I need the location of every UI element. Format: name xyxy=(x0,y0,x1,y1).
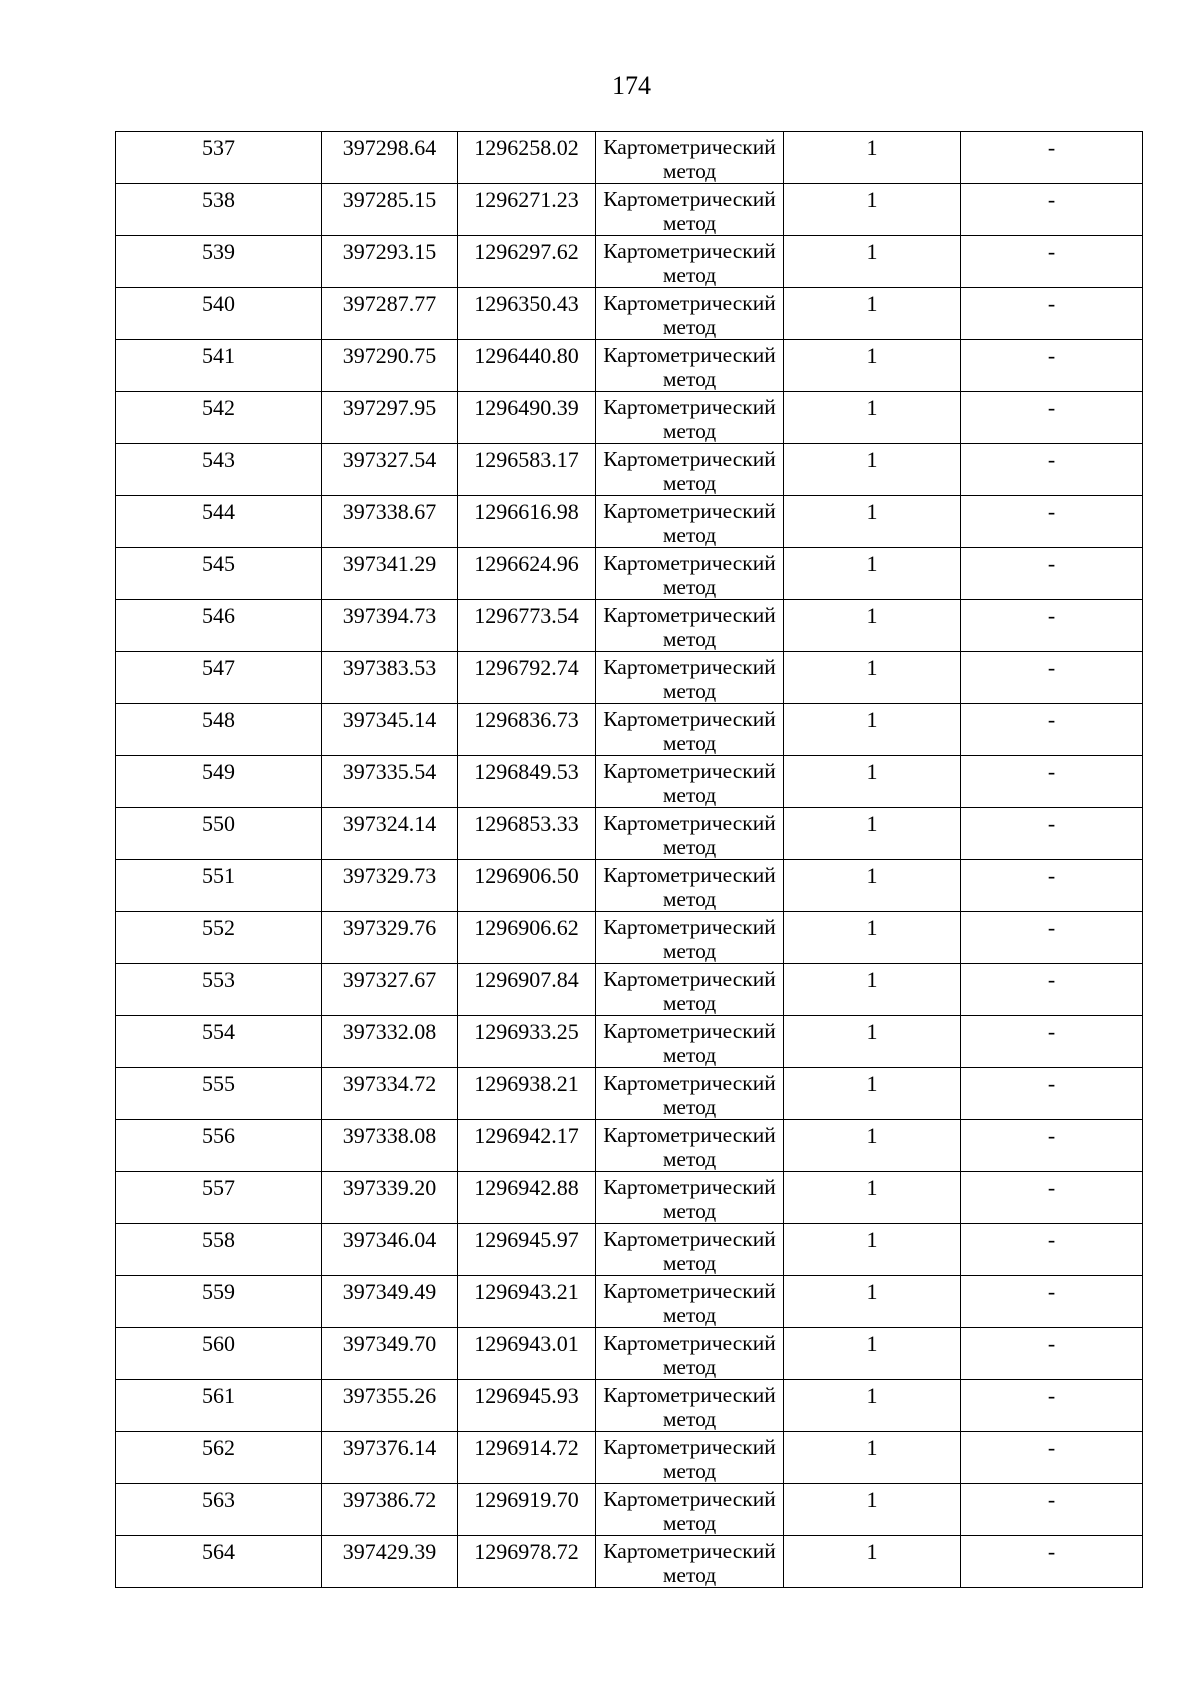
accuracy-cell: 1 xyxy=(784,808,961,860)
accuracy-cell: 1 xyxy=(784,704,961,756)
y-coordinate-cell: 1296907.84 xyxy=(458,964,596,1016)
note-cell: - xyxy=(961,288,1143,340)
accuracy-cell: 1 xyxy=(784,964,961,1016)
note-cell: - xyxy=(961,444,1143,496)
point-number-cell: 560 xyxy=(116,1328,322,1380)
method-text: Картометрический метод xyxy=(603,239,776,287)
method-text: Картометрический метод xyxy=(603,1175,776,1223)
note-cell: - xyxy=(961,496,1143,548)
method-cell xyxy=(596,756,784,808)
accuracy-cell: 1 xyxy=(784,600,961,652)
point-number-cell: 549 xyxy=(116,756,322,808)
accuracy-cell: 1 xyxy=(784,1224,961,1276)
accuracy-cell: 1 xyxy=(784,1328,961,1380)
table-row xyxy=(116,184,1143,236)
x-coordinate-cell: 397334.72 xyxy=(322,1068,458,1120)
x-coordinate-cell: 397394.73 xyxy=(322,600,458,652)
method-text: Картометрический метод xyxy=(603,1071,776,1119)
y-coordinate-cell: 1296271.23 xyxy=(458,184,596,236)
method-text: Картометрический метод xyxy=(603,343,776,391)
point-number-cell: 556 xyxy=(116,1120,322,1172)
note-cell: - xyxy=(961,1224,1143,1276)
y-coordinate-cell: 1296490.39 xyxy=(458,392,596,444)
table-row xyxy=(116,1068,1143,1120)
point-number-cell: 548 xyxy=(116,704,322,756)
method-cell xyxy=(596,132,784,184)
y-coordinate-cell: 1296350.43 xyxy=(458,288,596,340)
x-coordinate-cell: 397383.53 xyxy=(322,652,458,704)
x-coordinate-cell: 397349.49 xyxy=(322,1276,458,1328)
method-cell xyxy=(596,1224,784,1276)
accuracy-cell: 1 xyxy=(784,1380,961,1432)
note-cell: - xyxy=(961,392,1143,444)
accuracy-cell: 1 xyxy=(784,392,961,444)
point-number-cell: 546 xyxy=(116,600,322,652)
method-cell xyxy=(596,184,784,236)
x-coordinate-cell: 397376.14 xyxy=(322,1432,458,1484)
method-text: Картометрический метод xyxy=(603,187,776,235)
point-number-cell: 537 xyxy=(116,132,322,184)
x-coordinate-cell: 397327.67 xyxy=(322,964,458,1016)
y-coordinate-cell: 1296914.72 xyxy=(458,1432,596,1484)
accuracy-cell: 1 xyxy=(784,1068,961,1120)
method-cell xyxy=(596,1068,784,1120)
method-cell xyxy=(596,1432,784,1484)
x-coordinate-cell: 397329.73 xyxy=(322,860,458,912)
y-coordinate-cell: 1296906.62 xyxy=(458,912,596,964)
note-cell: - xyxy=(961,600,1143,652)
table-row xyxy=(116,1536,1143,1588)
accuracy-cell: 1 xyxy=(784,1432,961,1484)
method-text: Картометрический метод xyxy=(603,395,776,443)
method-text: Картометрический метод xyxy=(603,1539,776,1587)
x-coordinate-cell: 397338.08 xyxy=(322,1120,458,1172)
table-row xyxy=(116,1432,1143,1484)
x-coordinate-cell: 397386.72 xyxy=(322,1484,458,1536)
x-coordinate-cell: 397346.04 xyxy=(322,1224,458,1276)
method-text: Картометрический метод xyxy=(603,707,776,755)
note-cell: - xyxy=(961,912,1143,964)
point-number-cell: 545 xyxy=(116,548,322,600)
x-coordinate-cell: 397349.70 xyxy=(322,1328,458,1380)
y-coordinate-cell: 1296258.02 xyxy=(458,132,596,184)
point-number-cell: 543 xyxy=(116,444,322,496)
x-coordinate-cell: 397329.76 xyxy=(322,912,458,964)
point-number-cell: 557 xyxy=(116,1172,322,1224)
x-coordinate-cell: 397290.75 xyxy=(322,340,458,392)
y-coordinate-cell: 1296938.21 xyxy=(458,1068,596,1120)
coordinates-table-body xyxy=(116,132,1143,1588)
accuracy-cell: 1 xyxy=(784,288,961,340)
note-cell: - xyxy=(961,1484,1143,1536)
method-cell xyxy=(596,1484,784,1536)
y-coordinate-cell: 1296853.33 xyxy=(458,808,596,860)
method-text: Картометрический метод xyxy=(603,291,776,339)
accuracy-cell: 1 xyxy=(784,184,961,236)
method-text: Картометрический метод xyxy=(603,1331,776,1379)
y-coordinate-cell: 1296945.93 xyxy=(458,1380,596,1432)
method-cell xyxy=(596,964,784,1016)
table-row xyxy=(116,1380,1143,1432)
y-coordinate-cell: 1296440.80 xyxy=(458,340,596,392)
table-row xyxy=(116,548,1143,600)
method-text: Картометрический метод xyxy=(603,655,776,703)
accuracy-cell: 1 xyxy=(784,132,961,184)
y-coordinate-cell: 1296773.54 xyxy=(458,600,596,652)
accuracy-cell: 1 xyxy=(784,912,961,964)
x-coordinate-cell: 397287.77 xyxy=(322,288,458,340)
y-coordinate-cell: 1296616.98 xyxy=(458,496,596,548)
method-text: Картометрический метод xyxy=(603,1123,776,1171)
table-row xyxy=(116,1120,1143,1172)
table-row xyxy=(116,600,1143,652)
method-text: Картометрический метод xyxy=(603,603,776,651)
method-text: Картометрический метод xyxy=(603,135,776,183)
y-coordinate-cell: 1296943.01 xyxy=(458,1328,596,1380)
note-cell: - xyxy=(961,1328,1143,1380)
point-number-cell: 550 xyxy=(116,808,322,860)
method-cell xyxy=(596,288,784,340)
x-coordinate-cell: 397324.14 xyxy=(322,808,458,860)
point-number-cell: 540 xyxy=(116,288,322,340)
note-cell: - xyxy=(961,1120,1143,1172)
note-cell: - xyxy=(961,652,1143,704)
method-cell xyxy=(596,1120,784,1172)
method-text: Картометрический метод xyxy=(603,1487,776,1535)
accuracy-cell: 1 xyxy=(784,1484,961,1536)
x-coordinate-cell: 397293.15 xyxy=(322,236,458,288)
table-row xyxy=(116,496,1143,548)
note-cell: - xyxy=(961,236,1143,288)
table-row xyxy=(116,912,1143,964)
method-cell xyxy=(596,548,784,600)
x-coordinate-cell: 397338.67 xyxy=(322,496,458,548)
method-cell xyxy=(596,236,784,288)
table-row xyxy=(116,340,1143,392)
table-row xyxy=(116,1172,1143,1224)
method-text: Картометрический метод xyxy=(603,447,776,495)
method-text: Картометрический метод xyxy=(603,1383,776,1431)
point-number-cell: 547 xyxy=(116,652,322,704)
note-cell: - xyxy=(961,1068,1143,1120)
method-cell xyxy=(596,1276,784,1328)
note-cell: - xyxy=(961,1172,1143,1224)
point-number-cell: 561 xyxy=(116,1380,322,1432)
method-text: Картометрический метод xyxy=(603,1227,776,1275)
table-row xyxy=(116,808,1143,860)
accuracy-cell: 1 xyxy=(784,340,961,392)
method-cell xyxy=(596,1172,784,1224)
y-coordinate-cell: 1296945.97 xyxy=(458,1224,596,1276)
accuracy-cell: 1 xyxy=(784,652,961,704)
point-number-cell: 542 xyxy=(116,392,322,444)
method-cell xyxy=(596,912,784,964)
x-coordinate-cell: 397327.54 xyxy=(322,444,458,496)
point-number-cell: 564 xyxy=(116,1536,322,1588)
note-cell: - xyxy=(961,860,1143,912)
x-coordinate-cell: 397345.14 xyxy=(322,704,458,756)
y-coordinate-cell: 1296978.72 xyxy=(458,1536,596,1588)
method-cell xyxy=(596,704,784,756)
accuracy-cell: 1 xyxy=(784,1172,961,1224)
note-cell: - xyxy=(961,1432,1143,1484)
method-cell xyxy=(596,808,784,860)
y-coordinate-cell: 1296297.62 xyxy=(458,236,596,288)
method-cell xyxy=(596,1380,784,1432)
method-text: Картометрический метод xyxy=(603,967,776,1015)
table-row xyxy=(116,704,1143,756)
point-number-cell: 552 xyxy=(116,912,322,964)
table-row xyxy=(116,964,1143,1016)
note-cell: - xyxy=(961,1536,1143,1588)
method-text: Картометрический метод xyxy=(603,499,776,547)
note-cell: - xyxy=(961,340,1143,392)
y-coordinate-cell: 1296942.17 xyxy=(458,1120,596,1172)
table-row xyxy=(116,756,1143,808)
x-coordinate-cell: 397335.54 xyxy=(322,756,458,808)
note-cell: - xyxy=(961,1016,1143,1068)
method-text: Картометрический метод xyxy=(603,551,776,599)
y-coordinate-cell: 1296792.74 xyxy=(458,652,596,704)
method-cell xyxy=(596,652,784,704)
point-number-cell: 551 xyxy=(116,860,322,912)
table-row xyxy=(116,860,1143,912)
table-row xyxy=(116,652,1143,704)
accuracy-cell: 1 xyxy=(784,236,961,288)
method-cell xyxy=(596,600,784,652)
accuracy-cell: 1 xyxy=(784,1120,961,1172)
accuracy-cell: 1 xyxy=(784,548,961,600)
method-cell xyxy=(596,444,784,496)
y-coordinate-cell: 1296624.96 xyxy=(458,548,596,600)
point-number-cell: 558 xyxy=(116,1224,322,1276)
y-coordinate-cell: 1296942.88 xyxy=(458,1172,596,1224)
point-number-cell: 563 xyxy=(116,1484,322,1536)
y-coordinate-cell: 1296906.50 xyxy=(458,860,596,912)
table-row xyxy=(116,1276,1143,1328)
method-cell xyxy=(596,860,784,912)
method-text: Картометрический метод xyxy=(603,1435,776,1483)
method-cell xyxy=(596,1536,784,1588)
y-coordinate-cell: 1296933.25 xyxy=(458,1016,596,1068)
x-coordinate-cell: 397355.26 xyxy=(322,1380,458,1432)
x-coordinate-cell: 397339.20 xyxy=(322,1172,458,1224)
method-text: Картометрический метод xyxy=(603,1019,776,1067)
table-row xyxy=(116,1016,1143,1068)
y-coordinate-cell: 1296849.53 xyxy=(458,756,596,808)
x-coordinate-cell: 397341.29 xyxy=(322,548,458,600)
table-row xyxy=(116,392,1143,444)
table-row xyxy=(116,1224,1143,1276)
point-number-cell: 544 xyxy=(116,496,322,548)
point-number-cell: 553 xyxy=(116,964,322,1016)
point-number-cell: 562 xyxy=(116,1432,322,1484)
note-cell: - xyxy=(961,1276,1143,1328)
x-coordinate-cell: 397298.64 xyxy=(322,132,458,184)
table-row xyxy=(116,444,1143,496)
x-coordinate-cell: 397332.08 xyxy=(322,1016,458,1068)
y-coordinate-cell: 1296836.73 xyxy=(458,704,596,756)
table-row xyxy=(116,1484,1143,1536)
method-cell xyxy=(596,496,784,548)
x-coordinate-cell: 397285.15 xyxy=(322,184,458,236)
note-cell: - xyxy=(961,704,1143,756)
note-cell: - xyxy=(961,1380,1143,1432)
x-coordinate-cell: 397297.95 xyxy=(322,392,458,444)
accuracy-cell: 1 xyxy=(784,1536,961,1588)
accuracy-cell: 1 xyxy=(784,444,961,496)
method-cell xyxy=(596,1328,784,1380)
point-number-cell: 559 xyxy=(116,1276,322,1328)
method-text: Картометрический метод xyxy=(603,863,776,911)
note-cell: - xyxy=(961,964,1143,1016)
point-number-cell: 541 xyxy=(116,340,322,392)
point-number-cell: 538 xyxy=(116,184,322,236)
table-row xyxy=(116,236,1143,288)
y-coordinate-cell: 1296583.17 xyxy=(458,444,596,496)
x-coordinate-cell: 397429.39 xyxy=(322,1536,458,1588)
accuracy-cell: 1 xyxy=(784,1276,961,1328)
point-number-cell: 539 xyxy=(116,236,322,288)
accuracy-cell: 1 xyxy=(784,860,961,912)
note-cell: - xyxy=(961,184,1143,236)
table-row xyxy=(116,288,1143,340)
method-cell xyxy=(596,392,784,444)
accuracy-cell: 1 xyxy=(784,496,961,548)
page-number: 174 xyxy=(612,71,651,100)
point-number-cell: 555 xyxy=(116,1068,322,1120)
table-row xyxy=(116,132,1143,184)
accuracy-cell: 1 xyxy=(784,1016,961,1068)
note-cell: - xyxy=(961,756,1143,808)
point-number-cell: 554 xyxy=(116,1016,322,1068)
method-cell xyxy=(596,1016,784,1068)
accuracy-cell: 1 xyxy=(784,756,961,808)
note-cell: - xyxy=(961,548,1143,600)
y-coordinate-cell: 1296943.21 xyxy=(458,1276,596,1328)
method-text: Картометрический метод xyxy=(603,759,776,807)
method-cell xyxy=(596,340,784,392)
table-row xyxy=(116,1328,1143,1380)
method-text: Картометрический метод xyxy=(603,811,776,859)
coordinates-table xyxy=(115,131,1143,1588)
y-coordinate-cell: 1296919.70 xyxy=(458,1484,596,1536)
note-cell: - xyxy=(961,132,1143,184)
note-cell: - xyxy=(961,808,1143,860)
method-text: Картометрический метод xyxy=(603,1279,776,1327)
method-text: Картометрический метод xyxy=(603,915,776,963)
